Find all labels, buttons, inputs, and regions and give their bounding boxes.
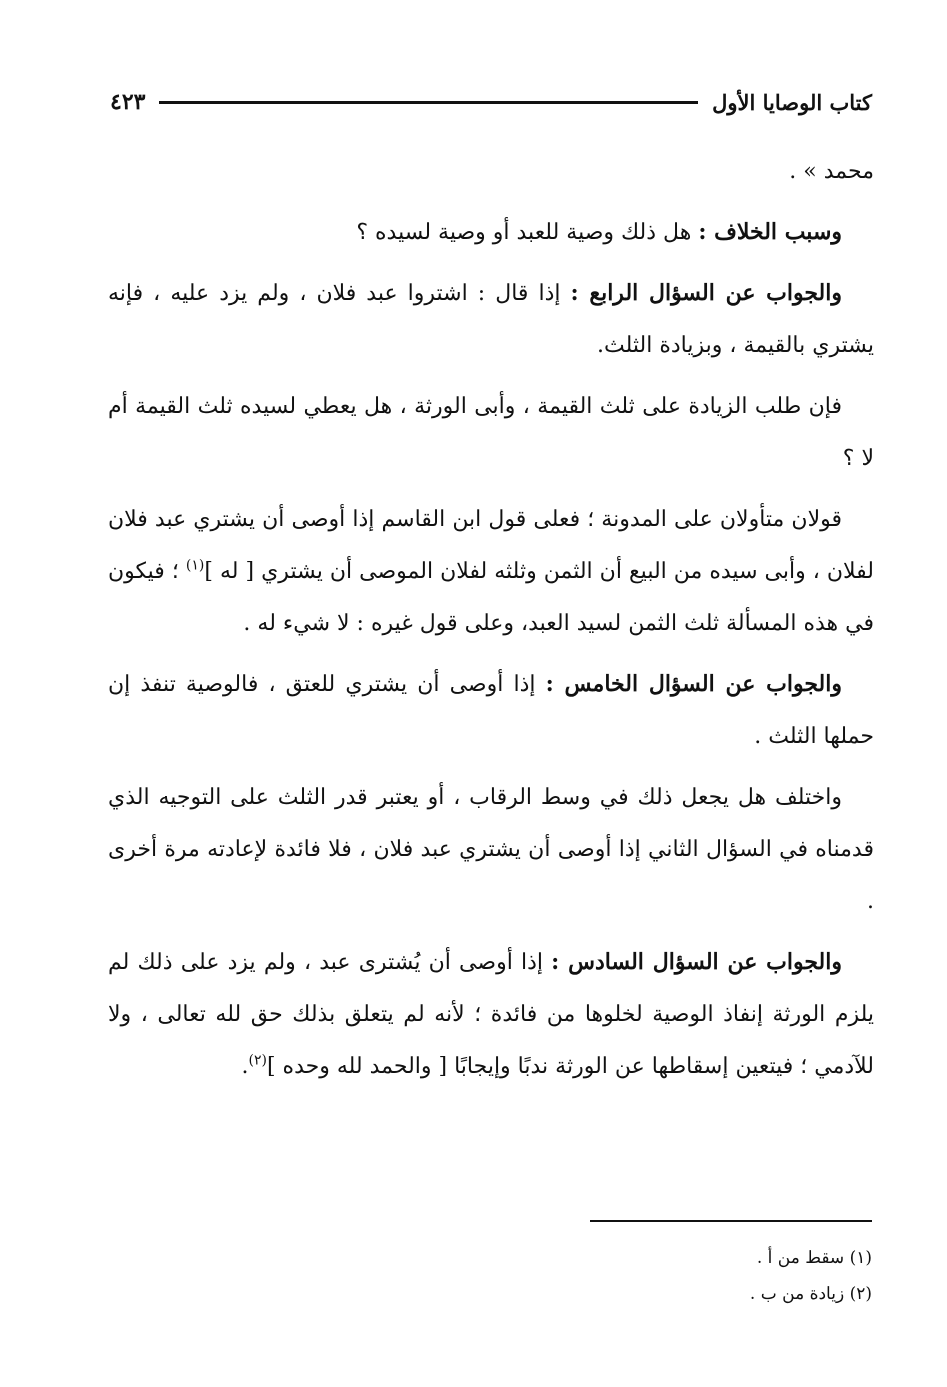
page-body	[108, 145, 874, 1101]
footnotes	[500, 1240, 872, 1312]
paragraph	[108, 658, 874, 763]
paragraph-text: إذا أوصى أن يشتري للعتق ، فالوصية تنفذ إن حملها الثلث .	[108, 672, 874, 749]
footnote-marker[interactable]: (٢)	[248, 1052, 267, 1069]
footnote-divider	[590, 1220, 872, 1222]
chapter-title: كتاب الوصايا الأول	[712, 89, 872, 115]
paragraph	[108, 267, 874, 372]
paragraph	[108, 380, 874, 485]
paragraph-text: قولان متأولان على المدونة ؛ فعلى قول ابن القاسم إذا أوصى أن يشتري عبد فلان لفلان ، وأبى سيده من البيع أن الثمن وثلثه لفلان الموصى أن يشتري [ له ]	[108, 507, 874, 584]
paragraph-text: إذا أوصى أن يُشترى عبد ، ولم يزد على ذلك لم يلزم الورثة إنفاذ الوصية لخلوها من فائدة ؛ لأنه لم يتعلق بذلك حق لله تعالى ، ولا للآدمي ؛ فيتعين إسقاطها عن الورثة ندبًا وإيجابًا [ والحمد لله وحده ]	[108, 950, 874, 1079]
paragraph-text: إذا قال : اشتروا عبد فلان ، ولم يزد عليه ، فإنه يشتري بالقيمة ، وبزيادة الثلث.	[108, 281, 874, 358]
paragraph-tail: .	[241, 1054, 249, 1079]
page-number: ٤٢٣	[110, 89, 146, 115]
paragraph-lead: والجواب عن السؤال السادس :	[551, 949, 842, 975]
footnote-item: (٢) زيادة من ب .	[749, 1284, 872, 1304]
paragraph-tail: ؛ فيكون في هذه المسألة ثلث الثمن لسيد العبد، وعلى قول غيره : لا شيء له .	[108, 559, 874, 636]
paragraph	[108, 771, 874, 928]
footnote-item: (١) سقط من أ .	[756, 1248, 872, 1268]
paragraph-text: هل ذلك وصية للعبد أو وصية لسيده ؟	[356, 220, 699, 245]
paragraph-lead: وسبب الخلاف :	[698, 219, 842, 245]
paragraph-text: فإن طلب الزيادة على ثلث القيمة ، وأبى الورثة ، هل يعطي لسيده ثلث القيمة أم لا ؟	[108, 394, 874, 471]
header-rule	[159, 101, 698, 104]
paragraph	[108, 206, 874, 259]
paragraph-lead: والجواب عن السؤال الرابع :	[570, 280, 842, 306]
paragraph-lead: والجواب عن السؤال الخامس :	[545, 671, 843, 697]
paragraph	[108, 936, 874, 1093]
paragraph-text: واختلف هل يجعل ذلك في وسط الرقاب ، أو يعتبر قدر الثلث على التوجيه الذي قدمناه في السؤال الثاني إذا أوصى أن يشتري عبد فلان ، فلا فائدة لإعادته مرة أخرى .	[108, 785, 874, 914]
page-header	[110, 84, 872, 120]
paragraph-text: محمد » .	[789, 159, 874, 184]
paragraph	[108, 145, 874, 198]
paragraph	[108, 493, 874, 650]
footnote-marker[interactable]: (١)	[185, 557, 205, 574]
